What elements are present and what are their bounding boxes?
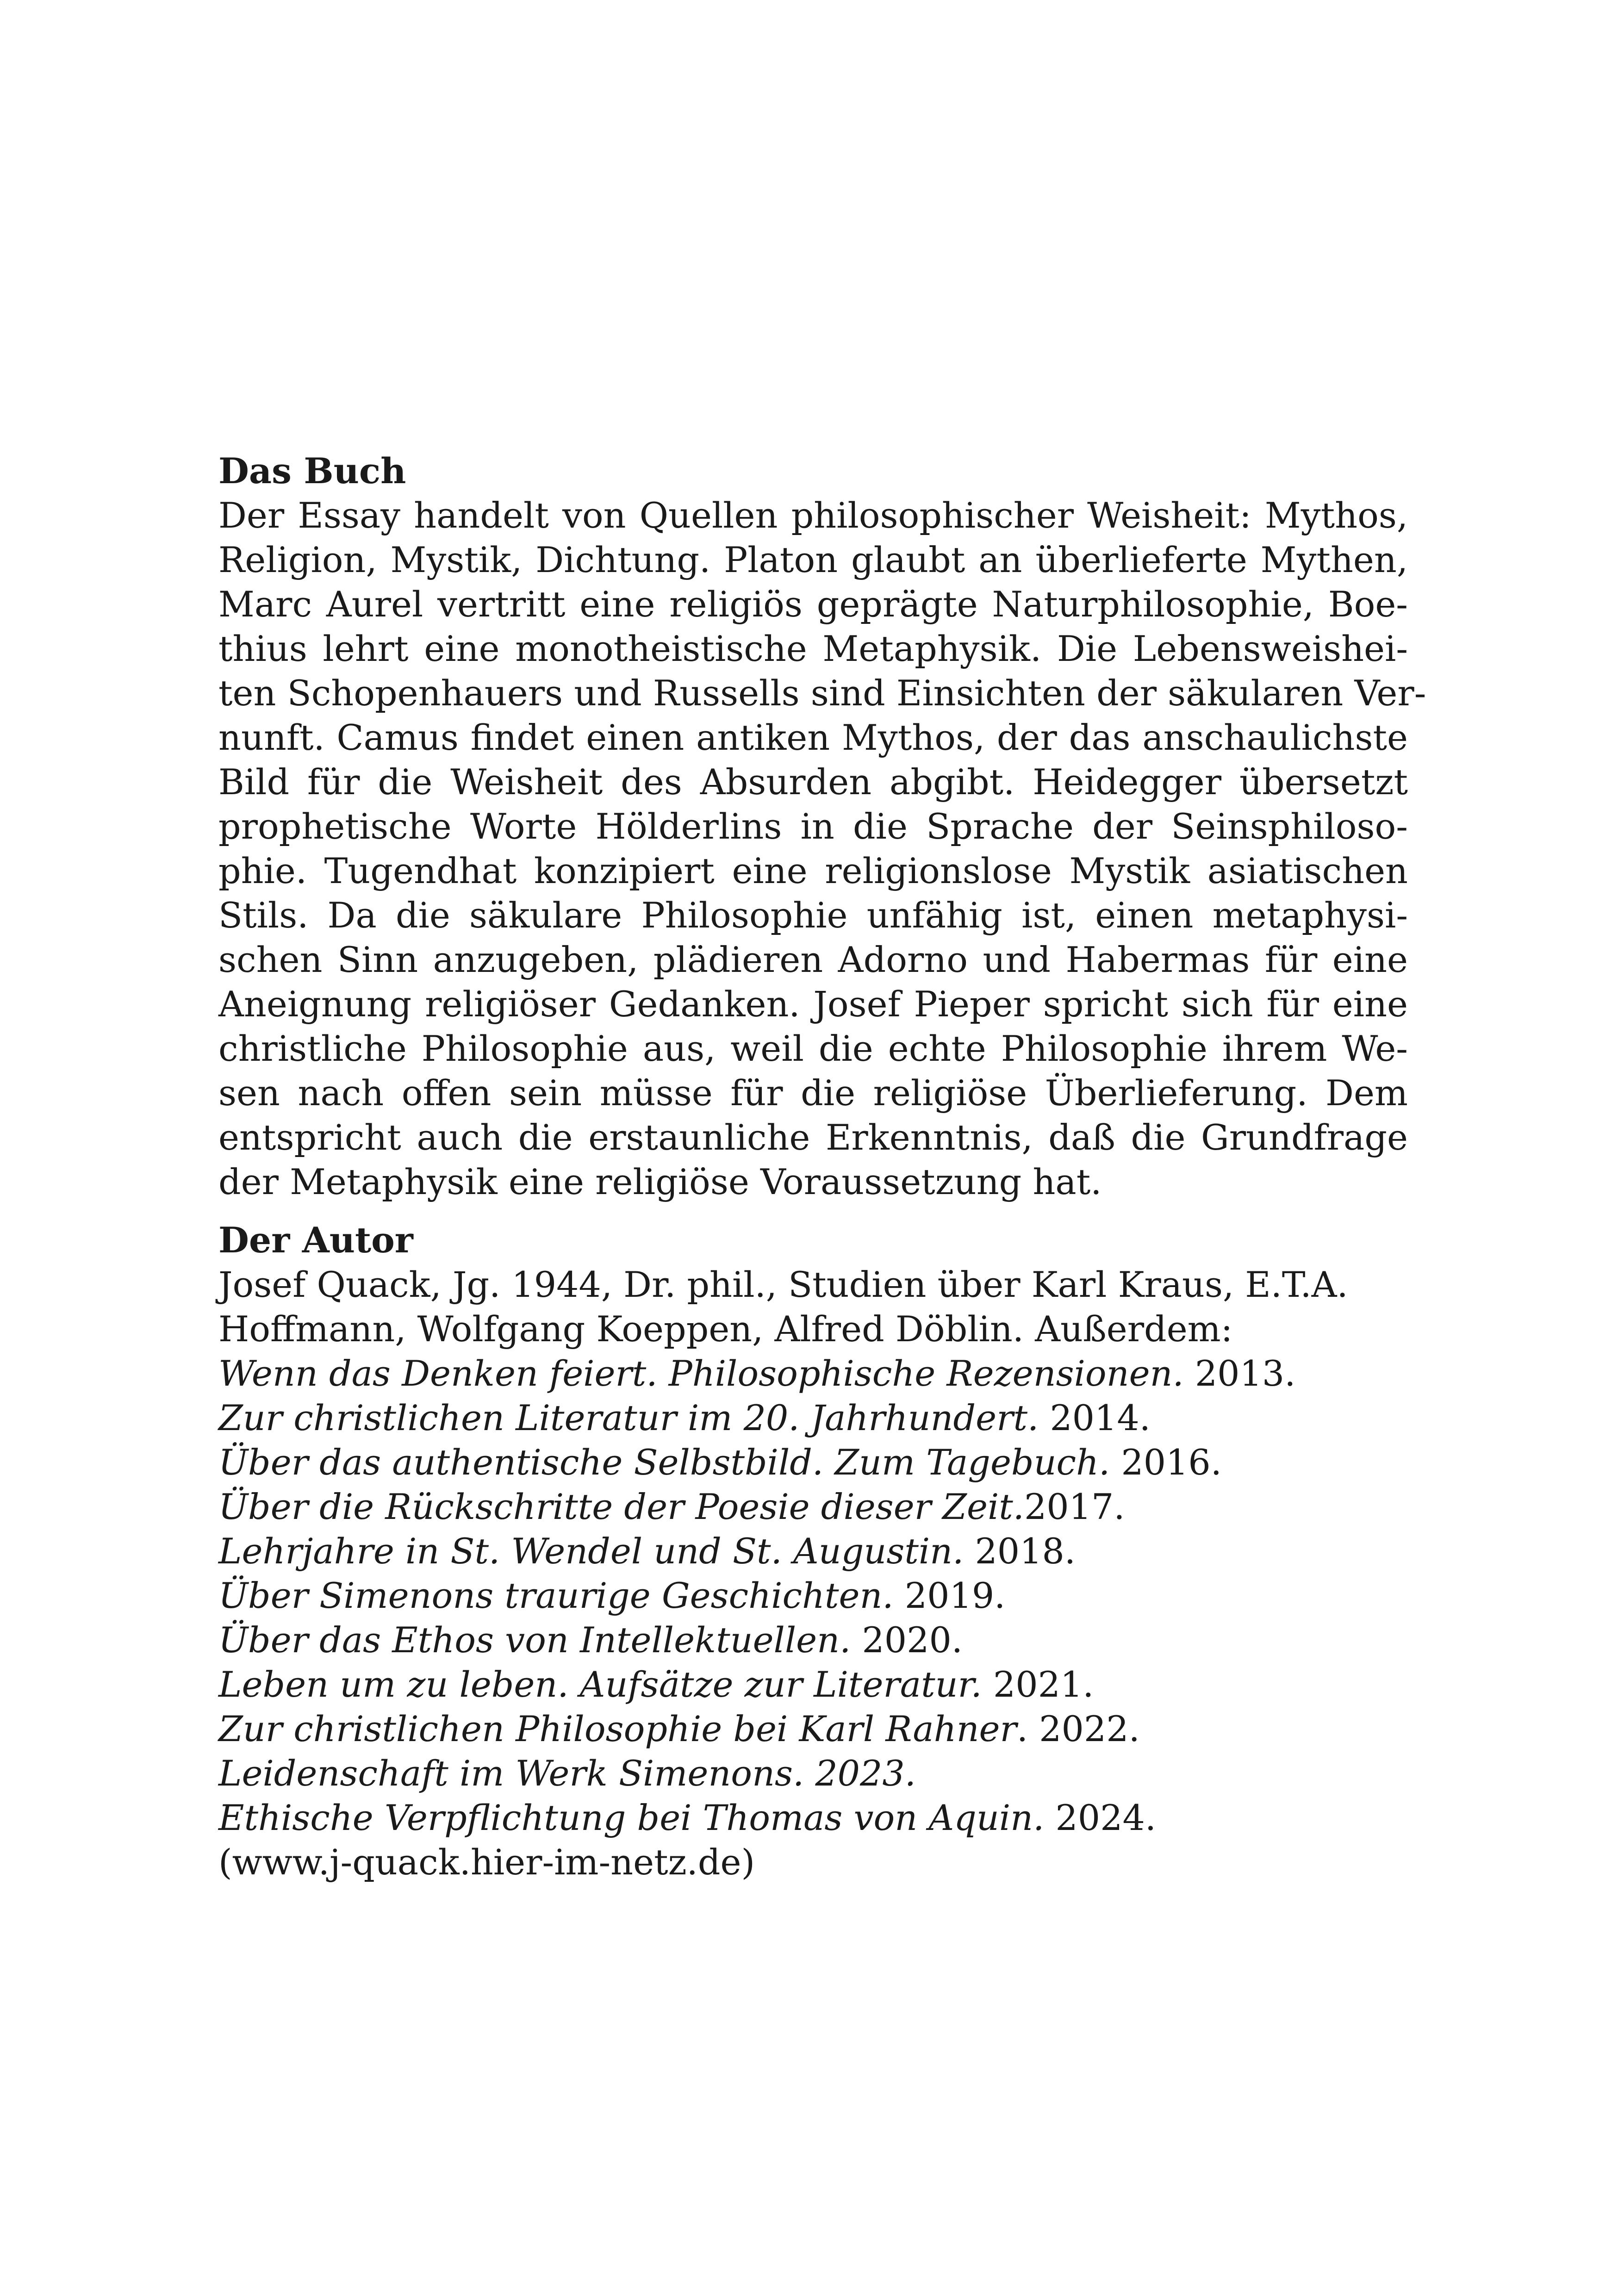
publication-year: 2014. (1039, 1397, 1151, 1438)
description-line: thius lehrt eine monotheistische Metaphysik. Die Lebensweishei- (218, 628, 1408, 669)
description-line: nunft. Camus findet einen antiken Mythos, der das anschaulichste (218, 717, 1408, 758)
book-heading: Das Buch (218, 450, 406, 492)
publication-title: Zur christlichen Philosophie bei Karl Rahner (218, 1708, 1017, 1749)
publication-item (218, 1796, 1408, 1840)
publication-title: Über das authentische Selbstbild. Zum Tagebuch. (218, 1442, 1110, 1483)
description-line: sen nach offen sein müsse für die religiöse Überlieferung. Dem (218, 1072, 1408, 1114)
publication-list (218, 1351, 1408, 1840)
publication-item (218, 1751, 1408, 1796)
publication-title: Über das Ethos von Intellektuellen. (218, 1619, 851, 1661)
publication-title: Über die Rückschritte der Poesie dieser Zeit. (218, 1486, 1024, 1527)
book-section (218, 449, 1426, 1204)
publication-item (218, 1529, 1408, 1574)
description-line: Religion, Mystik, Dichtung. Platon glaubt an überlieferte Mythen, (218, 539, 1408, 580)
publication-year: . 2022. (1016, 1708, 1140, 1749)
publication-title: Über Simenons traurige Geschichten. (218, 1575, 894, 1616)
publication-item (218, 1485, 1408, 1529)
book-description (218, 493, 1426, 1204)
publication-title: Leben um zu leben. Aufsätze zur Literatur. (218, 1664, 982, 1705)
publication-item (218, 1440, 1408, 1485)
publication-item (218, 1574, 1408, 1618)
publication-year: 2018. (964, 1531, 1076, 1572)
author-bio-line: Hoffmann, Wolfgang Koeppen, Alfred Döblin. Außerdem: (218, 1308, 1233, 1350)
description-line: Der Essay handelt von Quellen philosophischer Weisheit: Mythos, (218, 495, 1408, 536)
author-section (218, 1218, 1408, 1885)
publication-year: 2024. (1044, 1797, 1156, 1838)
description-line: prophetische Worte Hölderlins in die Sprache der Seinsphiloso- (218, 806, 1408, 847)
description-line: christliche Philosophie aus, weil die echte Philosophie ihrem We- (218, 1028, 1408, 1069)
description-line: Aneignung religiöser Gedanken. Josef Pieper spricht sich für eine (218, 983, 1408, 1025)
publication-item (218, 1396, 1408, 1440)
description-line: der Metaphysik eine religiöse Voraussetzung hat. (218, 1161, 1102, 1202)
description-line: Bild für die Weisheit des Absurden abgibt. Heidegger übersetzt (218, 761, 1408, 803)
publication-title: Ethische Verpflichtung bei Thomas von Aquin. (218, 1797, 1045, 1838)
publication-year: 2013. (1183, 1353, 1296, 1394)
description-line: schen Sinn anzugeben, plädieren Adorno und Habermas für eine (218, 939, 1408, 980)
publication-year: 2019. (893, 1575, 1006, 1616)
publication-item (218, 1618, 1408, 1662)
back-cover-text (218, 449, 1426, 1885)
publication-title: Zur christlichen Literatur im 20. Jahrhundert. (218, 1397, 1039, 1438)
description-line: Marc Aurel vertritt eine religiös geprägte Naturphilosophie, Boe- (218, 584, 1408, 625)
publication-year: 2020. (851, 1619, 963, 1661)
publication-item (218, 1707, 1408, 1751)
publication-title: Wenn das Denken feiert. Philosophische Rezensionen. (218, 1353, 1184, 1394)
description-line: Stils. Da die säkulare Philosophie unfähig ist, einen metaphysi- (218, 895, 1408, 936)
description-line: entspricht auch die erstaunliche Erkenntnis, daß die Grundfrage (218, 1117, 1408, 1158)
publication-item (218, 1351, 1408, 1396)
publication-year: 2021. (982, 1664, 1094, 1705)
publication-item (218, 1662, 1408, 1707)
author-bio-line: Josef Quack, Jg. 1944, Dr. phil., Studien über Karl Kraus, E.T.A. (218, 1264, 1348, 1305)
description-line: phie. Tugendhat konzipiert eine religionslose Mystik asiatischen (218, 850, 1408, 891)
description-line: ten Schopenhauers und Russells sind Einsichten der säkularen Ver- (218, 672, 1426, 714)
author-heading: Der Autor (218, 1220, 413, 1261)
publication-year: 2017. (1024, 1486, 1125, 1527)
author-website: (www.j-quack.hier-im-netz.de) (218, 1842, 755, 1883)
publication-title: Lehrjahre in St. Wendel und St. Augustin. (218, 1531, 964, 1572)
publication-title: Leidenschaft im Werk Simenons. 2023. (218, 1753, 916, 1794)
publication-year: 2016. (1110, 1442, 1222, 1483)
